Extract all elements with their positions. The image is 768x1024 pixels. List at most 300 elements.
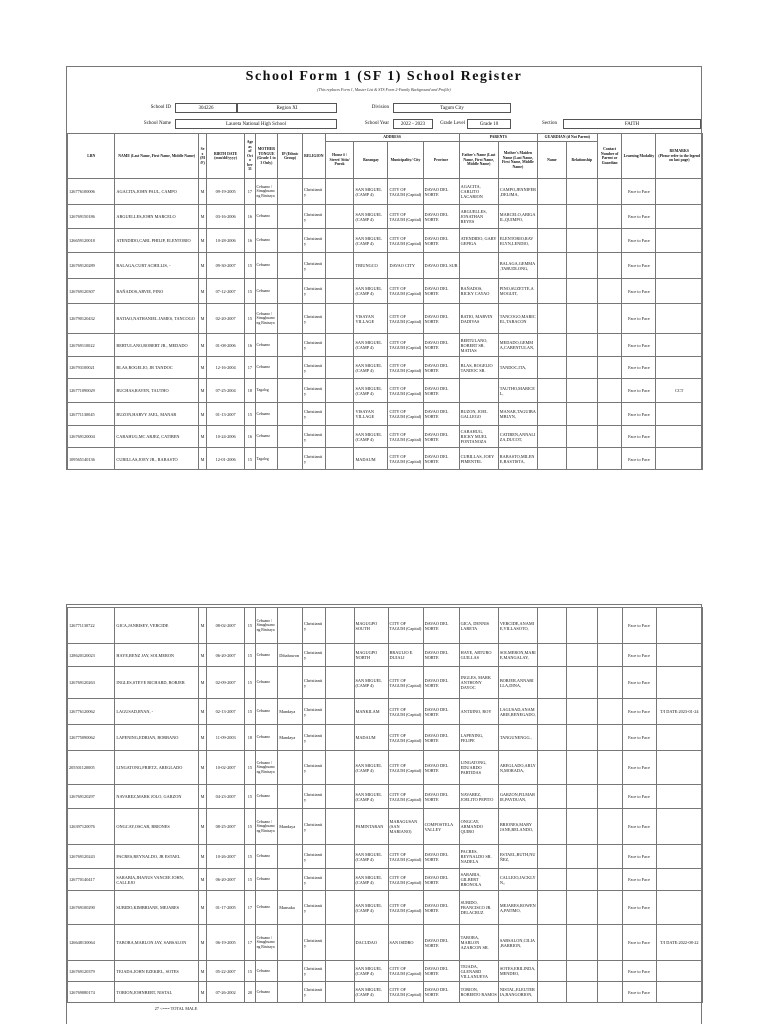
- cell-name: TEJADA,JOHN EZEKIEL, SOTES: [115, 961, 198, 982]
- cell-contact: [597, 982, 622, 1003]
- cell-name: TORION,JOHNBERT, NISTAL: [115, 982, 198, 1003]
- cell-province: DAVAO DEL NORTE: [423, 448, 459, 471]
- cell-mother: MEDADO,GEMMA,CABENTULAN,: [498, 334, 537, 357]
- cell-sex: M: [198, 785, 206, 809]
- cell-house: [325, 925, 354, 961]
- cell-remarks: [656, 809, 702, 845]
- cell-birth-date: 06-20-2007: [207, 869, 245, 891]
- cell-lrn: 126769120307: [68, 279, 115, 304]
- cell-mother-tongue: Cebuano: [255, 869, 278, 891]
- cell-mother-tongue: Cebuano: [255, 891, 278, 925]
- cell-relationship: [566, 205, 597, 229]
- cell-remarks: [656, 253, 703, 279]
- cell-barangay: MANKILAM: [354, 699, 388, 725]
- cell-relationship: [566, 925, 597, 961]
- cell-sex: M: [198, 229, 206, 253]
- table-row: [68, 403, 703, 426]
- cell-religion: Christianity: [302, 379, 325, 403]
- cell-mother-tongue: Cebuano / Sinugbuanong Binisaya: [255, 925, 278, 961]
- cell-remarks: [656, 751, 702, 785]
- school-name-value: Laureta National High School: [175, 119, 337, 129]
- table-row: [68, 608, 703, 644]
- cell-barangay: SAN MIGUEL (CAMP 4): [354, 426, 388, 448]
- cell-guardian-name: [537, 961, 566, 982]
- cell-birth-date: 01-17-2005: [207, 891, 245, 925]
- cell-sex: M: [198, 179, 206, 205]
- cell-house: [325, 699, 354, 725]
- cell-mother-tongue: Cebuano: [255, 334, 278, 357]
- col-address: ADDRESS: [325, 134, 459, 142]
- total-male-label: <=== TOTAL MALE: [159, 1006, 198, 1012]
- cell-province: DAVAO DEL NORTE: [423, 403, 459, 426]
- cell-birth-date: 07-25-2004: [207, 379, 245, 403]
- section-label: Section: [542, 121, 557, 126]
- cell-mother: MARCELO,ABIGAIL,QUIMPO,: [498, 205, 537, 229]
- cell-age: 15: [245, 644, 255, 667]
- cell-father: PACRES, REYNALDO SR. NADELA: [459, 845, 498, 869]
- cell-house: [325, 179, 354, 205]
- cell-age: 17: [245, 925, 255, 961]
- cell-name: PACRES,REYNALDO, JR ESTAEL: [115, 845, 198, 869]
- cell-municipality: BRAULIO E. DUJALI: [388, 644, 423, 667]
- cell-religion: Christianity: [302, 279, 325, 304]
- cell-religion: Christianity: [302, 205, 325, 229]
- cell-ip: Mandaya: [278, 809, 303, 845]
- cell-remarks: [656, 785, 702, 809]
- cell-birth-date: 08-25-2007: [207, 809, 245, 845]
- cell-guardian-name: [537, 304, 566, 334]
- cell-lrn: 126769120243: [68, 845, 115, 869]
- cell-name: BUCHAS,RAVEN, TAUTHO: [115, 379, 198, 403]
- cell-lrn: 126769120297: [68, 785, 115, 809]
- cell-religion: Christianity: [302, 253, 325, 279]
- cell-learning-modality: Face to Face: [622, 845, 656, 869]
- cell-birth-date: 02-09-2007: [207, 667, 245, 699]
- cell-sex: M: [198, 809, 206, 845]
- cell-ip: [278, 334, 303, 357]
- cell-lrn: 109565140136: [68, 448, 115, 471]
- cell-house: [325, 982, 354, 1003]
- cell-religion: Christianity: [302, 667, 325, 699]
- cell-province: DAVAO DEL NORTE: [423, 785, 459, 809]
- cell-contact: [597, 379, 622, 403]
- cell-learning-modality: Face to Face: [622, 961, 656, 982]
- cell-father: NAVAREZ, JOELITO PEPITO: [459, 785, 498, 809]
- cell-house: [325, 357, 354, 379]
- cell-municipality: CITY OF TAGUM (Capital): [388, 205, 423, 229]
- cell-guardian-name: [537, 179, 566, 205]
- cell-house: [325, 785, 354, 809]
- cell-municipality: CITY OF TAGUM (Capital): [388, 982, 423, 1003]
- cell-remarks: [656, 869, 702, 891]
- cell-guardian-name: [537, 869, 566, 891]
- cell-guardian-name: [537, 785, 566, 809]
- cell-sex: M: [198, 751, 206, 785]
- cell-mother-tongue: Cebuano: [255, 699, 278, 725]
- cell-father: ANTIJINO, ROY: [459, 699, 498, 725]
- cell-municipality: CITY OF TAGUM (Capital): [388, 699, 423, 725]
- cell-mother-tongue: Cebuano / Sinugbuanong Binisaya: [255, 179, 278, 205]
- cell-mother-tongue: Cebuano / Sinugbuanong Binisaya: [255, 751, 278, 785]
- form-title: School Form 1 (SF 1) School Register: [245, 69, 523, 84]
- cell-barangay: SAN MIGUEL (CAMP 4): [354, 357, 388, 379]
- cell-religion: Christianity: [302, 448, 325, 471]
- table-row: [68, 785, 703, 809]
- cell-province: DAVAO DEL NORTE: [423, 845, 459, 869]
- cell-birth-date: 10-26-2007: [207, 845, 245, 869]
- school-name-label: School Name: [143, 121, 171, 126]
- cell-contact: [597, 334, 622, 357]
- cell-age: 18: [245, 379, 255, 403]
- cell-learning-modality: Face to Face: [622, 279, 656, 304]
- cell-municipality: CITY OF TAGUM (Capital): [388, 229, 423, 253]
- cell-father: TABORA, MARLON AZARCON SR.: [459, 925, 498, 961]
- cell-guardian-name: [537, 379, 566, 403]
- cell-mother-tongue: Cebuano / Sinugbuanong Binisaya: [255, 809, 278, 845]
- cell-sex: M: [198, 845, 206, 869]
- cell-ip: [278, 869, 303, 891]
- cell-house: [325, 448, 354, 471]
- cell-father: BUZON, JOEL GALLEGO: [459, 403, 498, 426]
- cell-mother: AREGLADO,ARLYN,MORADA,: [498, 751, 537, 785]
- cell-sex: M: [198, 608, 206, 644]
- cell-lrn: 126769120263: [68, 667, 115, 699]
- cell-barangay: SAN MIGUEL (CAMP 4): [354, 845, 388, 869]
- cell-father: TEJADA, GLENARD VILLANUEVA: [459, 961, 498, 982]
- cell-father: ATENDIDO, GARY GEPIGA: [459, 229, 498, 253]
- cell-learning-modality: Face to Face: [622, 925, 656, 961]
- cell-lrn: 126775090062: [68, 725, 115, 751]
- cell-father: BAÑADOS, RICKY CAYAO: [459, 279, 498, 304]
- col-learning-modality: Learning Modality: [622, 134, 656, 179]
- cell-mother: SOLMERON,MARIE,MANGALAY,: [498, 644, 537, 667]
- cell-ip: [278, 448, 303, 471]
- cell-remarks: T/I DATE:2022-08-22: [656, 925, 702, 961]
- cell-religion: Christianity: [302, 608, 325, 644]
- cell-religion: Christianity: [302, 699, 325, 725]
- cell-guardian-name: [537, 357, 566, 379]
- cell-mother-tongue: Cebuano: [255, 644, 278, 667]
- cell-religion: Christianity: [302, 229, 325, 253]
- cell-municipality: DAVAO CITY: [388, 253, 423, 279]
- cell-birth-date: 01-13-2007: [207, 403, 245, 426]
- cell-contact: [597, 279, 622, 304]
- cell-contact: [597, 229, 622, 253]
- cell-mother-tongue: Cebuano: [255, 253, 278, 279]
- cell-sex: M: [198, 891, 206, 925]
- cell-age: 16: [245, 426, 255, 448]
- cell-age: 15: [245, 279, 255, 304]
- cell-guardian-name: [537, 891, 566, 925]
- col-birth-date: BIRTH DATE (mm/dd/yyyy): [207, 134, 245, 179]
- cell-municipality: CITY OF TAGUM (Capital): [388, 608, 423, 644]
- school-id-value: 304226: [175, 103, 237, 113]
- cell-ip: [278, 925, 303, 961]
- col-guardian: GUARDIAN (if Not Parent): [537, 134, 597, 142]
- cell-age: 15: [245, 304, 255, 334]
- table-row: [68, 982, 703, 1003]
- cell-ip: [278, 426, 303, 448]
- cell-ip: [278, 253, 303, 279]
- cell-remarks: [656, 845, 702, 869]
- cell-province: DAVAO DEL SUR: [423, 253, 459, 279]
- cell-relationship: [566, 891, 597, 925]
- cell-remarks: [656, 891, 702, 925]
- col-age: Age as of Octo ber 31: [245, 134, 255, 179]
- cell-remarks: [656, 205, 703, 229]
- cell-mother: TANDOC,ITA,: [498, 357, 537, 379]
- cell-age: 16: [245, 205, 255, 229]
- cell-age: 15: [245, 961, 255, 982]
- cell-lrn: 126769080174: [68, 982, 115, 1003]
- cell-relationship: [566, 403, 597, 426]
- table-row: [68, 279, 703, 304]
- cell-municipality: CITY OF TAGUM (Capital): [388, 426, 423, 448]
- school-year-value: 2022 - 2023: [393, 119, 433, 129]
- cell-barangay: MAGUGPO SOUTH: [354, 608, 388, 644]
- cell-house: [325, 809, 354, 845]
- cell-ip: [278, 229, 303, 253]
- register-table-page-1: [67, 133, 703, 491]
- cell-municipality: CITY OF TAGUM (Capital): [388, 448, 423, 471]
- cell-birth-date: 06-20-2007: [207, 644, 245, 667]
- table-row: [68, 379, 703, 403]
- cell-province: DAVAO DEL NORTE: [423, 699, 459, 725]
- col-contact: Contact Number of Parent or Guardian: [597, 134, 622, 179]
- cell-contact: [597, 357, 622, 379]
- cell-learning-modality: Face to Face: [622, 869, 656, 891]
- cell-birth-date: 07-12-2007: [207, 279, 245, 304]
- cell-name: BALAGA,CURT ACHILLIS, -: [115, 253, 198, 279]
- cell-lrn: 126769110022: [68, 334, 115, 357]
- cell-mother-tongue: Cebuano: [255, 845, 278, 869]
- cell-learning-modality: Face to Face: [622, 809, 656, 845]
- cell-mother-tongue: Tagalog: [255, 379, 278, 403]
- cell-name: BAÑADOS,ARVIE, PINO: [115, 279, 198, 304]
- cell-house: [325, 608, 354, 644]
- cell-municipality: CITY OF TAGUM (Capital): [388, 845, 423, 869]
- cell-religion: Christianity: [302, 809, 325, 845]
- cell-learning-modality: Face to Face: [622, 667, 656, 699]
- cell-house: [325, 403, 354, 426]
- col-name: NAME (Last Name, First Name, Middle Name): [115, 134, 198, 179]
- cell-ip: Mansaka: [278, 891, 303, 925]
- cell-name: INGLES,STEVE RICHARD, BORJER: [115, 667, 198, 699]
- col-house: House # / Street/ Sitio/ Purok: [325, 142, 354, 179]
- cell-municipality: CITY OF TAGUM (Capital): [388, 304, 423, 334]
- cell-relationship: [566, 699, 597, 725]
- cell-province: DAVAO DEL NORTE: [423, 205, 459, 229]
- cell-guardian-name: [537, 725, 566, 751]
- cell-contact: [597, 667, 622, 699]
- cell-municipality: CITY OF TAGUM (Capital): [388, 869, 423, 891]
- col-relationship: Relationship: [566, 142, 597, 179]
- table-row: [68, 253, 703, 279]
- cell-mother: TANGUNENGG.,: [498, 725, 537, 751]
- cell-name: LINGATONG,FRIETZ, AREGLADO: [115, 751, 198, 785]
- cell-mother: GARZON,FILMARIE,PAYDUAN,: [498, 785, 537, 809]
- cell-lrn: 126776100006: [68, 179, 115, 205]
- table-row: [68, 809, 703, 845]
- cell-province: DAVAO DEL NORTE: [423, 667, 459, 699]
- cell-municipality: CITY OF TAGUM (Capital): [388, 751, 423, 785]
- cell-province: DAVAO DEL NORTE: [423, 334, 459, 357]
- cell-province: DAVAO DEL NORTE: [423, 644, 459, 667]
- table-row: [68, 205, 703, 229]
- cell-birth-date: 12-16-2004: [207, 357, 245, 379]
- cell-barangay: SAN MIGUEL (CAMP 4): [354, 869, 388, 891]
- cell-ip: [278, 961, 303, 982]
- cell-house: [325, 279, 354, 304]
- cell-learning-modality: Face to Face: [622, 205, 656, 229]
- table-row: [68, 304, 703, 334]
- cell-relationship: [566, 304, 597, 334]
- cell-age: 15: [245, 667, 255, 699]
- cell-remarks: [656, 448, 703, 471]
- cell-province: COMPOSTELA VALLEY: [423, 809, 459, 845]
- cell-house: [325, 253, 354, 279]
- cell-learning-modality: Face to Face: [622, 608, 656, 644]
- cell-name: NAVAREZ,MARK JOLO, GARZON: [115, 785, 198, 809]
- cell-lrn: 126771090029: [68, 379, 115, 403]
- cell-father: CUBILLAS, JOEY PIMENTEL: [459, 448, 498, 471]
- cell-age: 15: [245, 751, 255, 785]
- cell-name: ARGUELLES,JOHN MARCELO: [115, 205, 198, 229]
- cell-barangay: SAN MIGUEL (CAMP 4): [354, 179, 388, 205]
- cell-contact: [597, 809, 622, 845]
- cell-age: 18: [245, 725, 255, 751]
- cell-learning-modality: Face to Face: [622, 448, 656, 471]
- cell-house: [325, 229, 354, 253]
- cell-age: 15: [245, 845, 255, 869]
- cell-sex: M: [198, 699, 206, 725]
- cell-relationship: [566, 448, 597, 471]
- cell-remarks: [656, 279, 703, 304]
- col-municipality: Municipality/ City: [388, 142, 423, 179]
- table-row: [68, 229, 703, 253]
- cell-father: CABAHUG, RICKY MUEL FONTANOZA: [459, 426, 498, 448]
- cell-house: [325, 725, 354, 751]
- cell-father: LAPENING, FELIPE: [459, 725, 498, 751]
- cell-religion: Christianity: [302, 891, 325, 925]
- cell-name: HAYE,RENZ JAY, SOLMERON: [115, 644, 198, 667]
- cell-birth-date: 02-13-2007: [207, 699, 245, 725]
- cell-province: DAVAO DEL NORTE: [423, 961, 459, 982]
- cell-ip: Mandaya: [278, 725, 303, 751]
- cell-house: [325, 667, 354, 699]
- cell-mother-tongue: Cebuano: [255, 982, 278, 1003]
- total-male-count: 27: [154, 1006, 159, 1012]
- cell-ip: [278, 179, 303, 205]
- cell-birth-date: 09-30-2007: [207, 253, 245, 279]
- cell-sex: M: [198, 426, 206, 448]
- cell-mother-tongue: Cebuano: [255, 667, 278, 699]
- cell-lrn: 126793100021: [68, 357, 115, 379]
- cell-municipality: CITY OF TAGUM (Capital): [388, 357, 423, 379]
- cell-sex: M: [198, 644, 206, 667]
- cell-mother-tongue: Cebuano: [255, 205, 278, 229]
- cell-barangay: PAMINTARAN: [354, 809, 388, 845]
- cell-municipality: MARAGUSAN (SAN MARIANO): [388, 809, 423, 845]
- division-label: Division: [371, 105, 389, 110]
- cell-guardian-name: [537, 845, 566, 869]
- cell-province: DAVAO DEL NORTE: [423, 925, 459, 961]
- cell-ip: [278, 379, 303, 403]
- school-id-label: School ID: [150, 105, 171, 110]
- cell-birth-date: 09-19-2005: [207, 179, 245, 205]
- cell-age: 17: [245, 179, 255, 205]
- cell-ip: [278, 205, 303, 229]
- cell-lrn: 126648130064: [68, 925, 115, 961]
- cell-relationship: [566, 379, 597, 403]
- cell-learning-modality: Face to Face: [622, 179, 656, 205]
- cell-learning-modality: Face to Face: [622, 982, 656, 1003]
- cell-mother-tongue: Cebuano: [255, 961, 278, 982]
- cell-learning-modality: Face to Face: [622, 785, 656, 809]
- cell-birth-date: 07-26-2002: [207, 982, 245, 1003]
- cell-learning-modality: Face to Face: [622, 725, 656, 751]
- cell-province: DAVAO DEL NORTE: [423, 751, 459, 785]
- cell-relationship: [566, 725, 597, 751]
- cell-house: [325, 751, 354, 785]
- table-row: [68, 891, 703, 925]
- col-sex: Sex (M/F): [198, 134, 206, 179]
- cell-religion: Christianity: [302, 357, 325, 379]
- cell-guardian-name: [537, 699, 566, 725]
- col-province: Province: [423, 142, 459, 179]
- cell-religion: Christianity: [302, 785, 325, 809]
- col-remarks: [656, 134, 703, 179]
- cell-contact: [597, 448, 622, 471]
- cell-relationship: [566, 785, 597, 809]
- cell-mother-tongue: Cebuano: [255, 357, 278, 379]
- cell-remarks: [656, 644, 702, 667]
- cell-barangay: SAN MIGUEL (CAMP 4): [354, 667, 388, 699]
- cell-barangay: DACUDAO: [354, 925, 388, 961]
- cell-sex: M: [198, 253, 206, 279]
- cell-guardian-name: [537, 667, 566, 699]
- cell-age: 15: [245, 403, 255, 426]
- cell-ip: [278, 667, 303, 699]
- cell-religion: Christianity: [302, 925, 325, 961]
- cell-ip: [278, 304, 303, 334]
- cell-barangay: VISAYAN VILLAGE: [354, 304, 388, 334]
- cell-religion: Christianity: [302, 869, 325, 891]
- col-ip: IP (Ethnic Group): [278, 134, 303, 179]
- cell-contact: [597, 253, 622, 279]
- cell-birth-date: 08-02-2007: [207, 608, 245, 644]
- cell-relationship: [566, 982, 597, 1003]
- col-religion: RELIGION: [302, 134, 325, 179]
- cell-name: CABAHUG,MC ARJEZ, CATIBEN: [115, 426, 198, 448]
- cell-mother-tongue: Cebuano / Sinugbuanong Binisaya: [255, 608, 278, 644]
- cell-guardian-name: [537, 334, 566, 357]
- cell-name: ATENDIDO,CARL PHILIP, ELENTORIO: [115, 229, 198, 253]
- cell-municipality: CITY OF TAGUM (Capital): [388, 961, 423, 982]
- cell-age: 15: [245, 699, 255, 725]
- cell-lrn: 126769120379: [68, 961, 115, 982]
- cell-contact: [597, 426, 622, 448]
- cell-province: DAVAO DEL NORTE: [423, 725, 459, 751]
- cell-remarks: [656, 357, 703, 379]
- cell-age: 15: [245, 448, 255, 471]
- cell-remarks: [656, 229, 703, 253]
- cell-sex: M: [198, 869, 206, 891]
- cell-remarks: [656, 667, 702, 699]
- table-row: [68, 751, 703, 785]
- cell-ip: [278, 785, 303, 809]
- cell-mother-tongue: Cebuano: [255, 229, 278, 253]
